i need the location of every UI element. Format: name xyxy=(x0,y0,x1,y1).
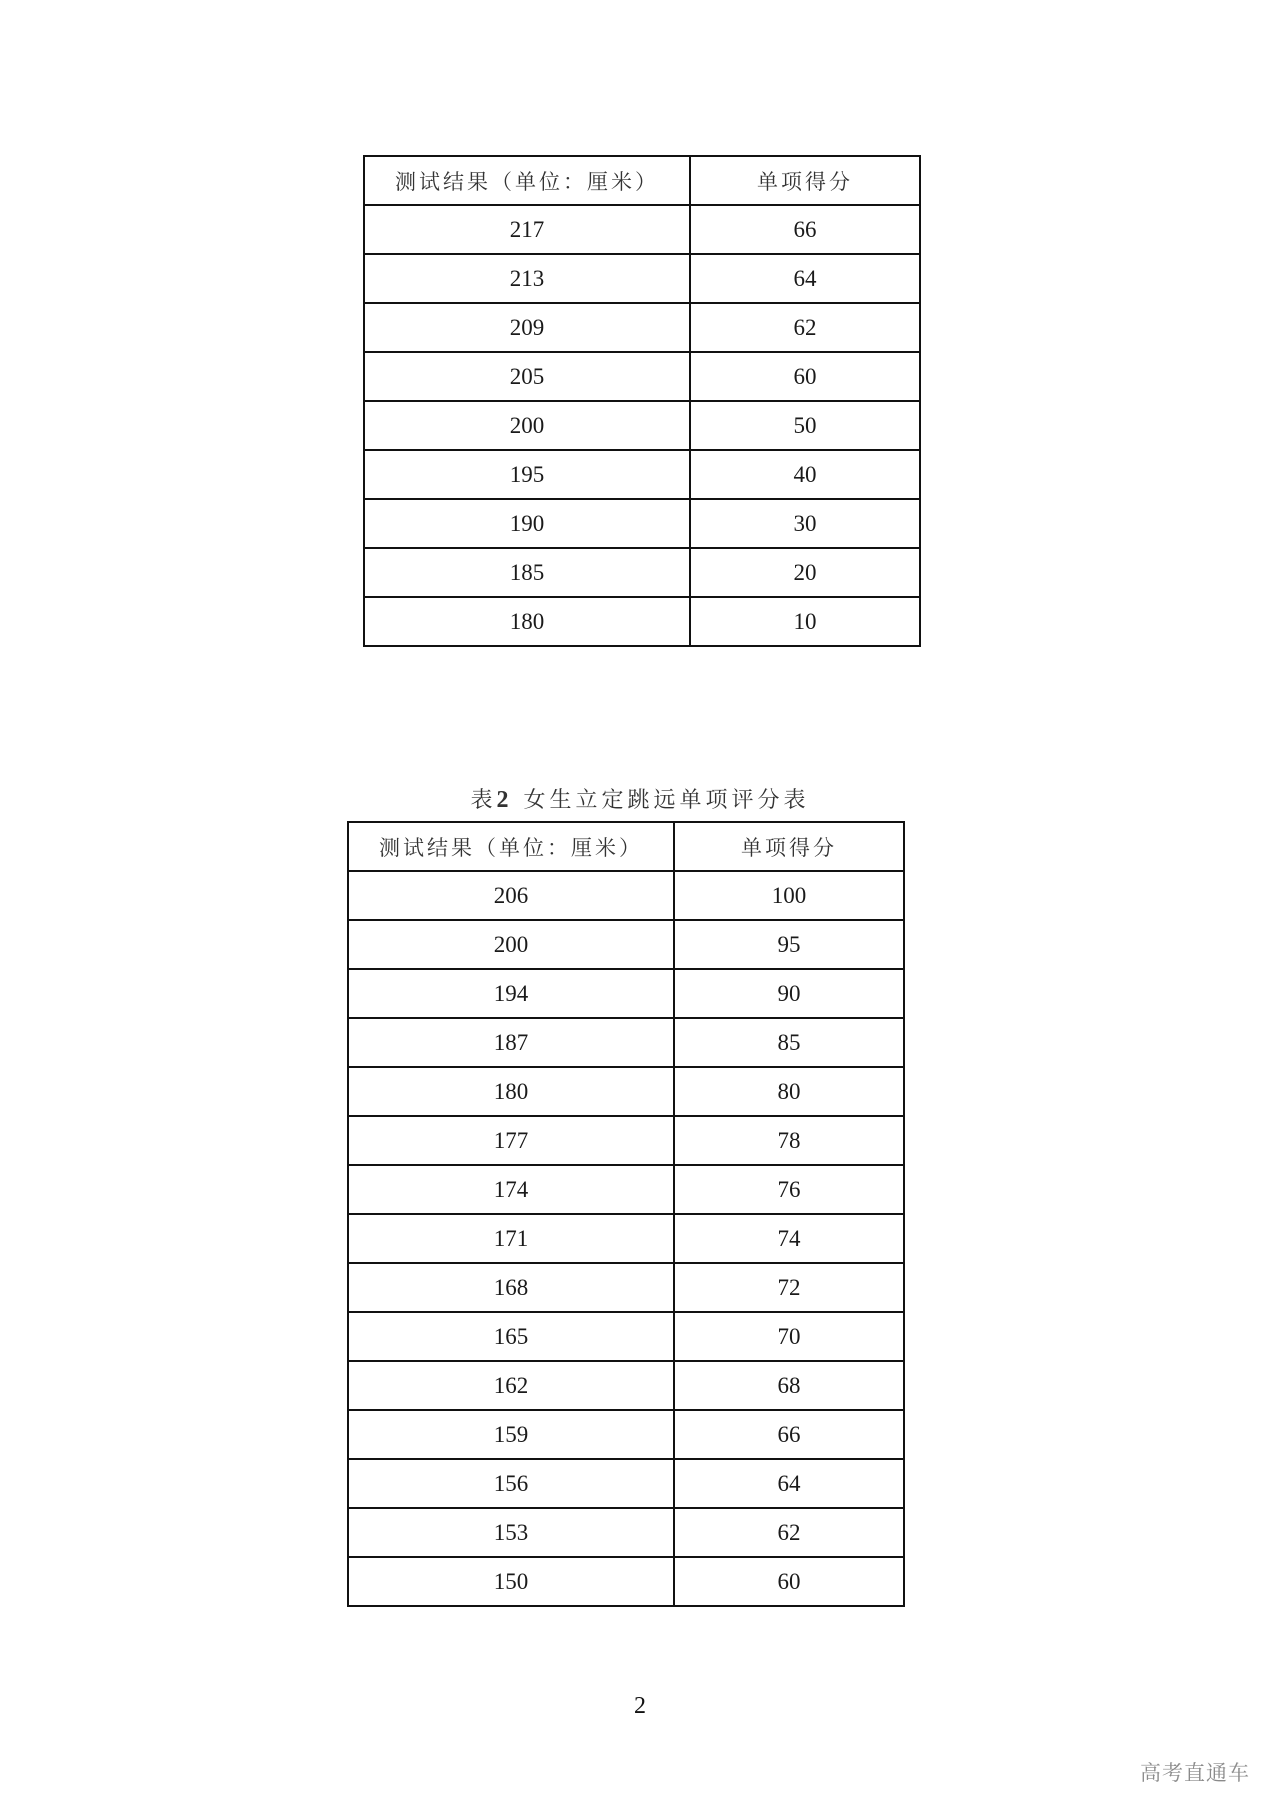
result-cell: 213 xyxy=(364,254,690,303)
result-cell: 185 xyxy=(364,548,690,597)
score-cell: 64 xyxy=(690,254,920,303)
result-cell: 190 xyxy=(364,499,690,548)
score-cell: 40 xyxy=(690,450,920,499)
result-cell: 217 xyxy=(364,205,690,254)
table-row xyxy=(348,1263,904,1312)
result-cell: 187 xyxy=(348,1018,674,1067)
table-row xyxy=(348,969,904,1018)
table-row xyxy=(348,1214,904,1263)
table-row xyxy=(348,871,904,920)
table-header-row xyxy=(348,822,904,871)
table-row xyxy=(364,352,920,401)
table-row xyxy=(348,920,904,969)
table-row xyxy=(348,1067,904,1116)
result-cell: 200 xyxy=(364,401,690,450)
result-cell: 159 xyxy=(348,1410,674,1459)
result-cell: 150 xyxy=(348,1557,674,1606)
table-body xyxy=(364,205,920,646)
score-cell: 66 xyxy=(674,1410,904,1459)
table-row xyxy=(348,1165,904,1214)
score-cell: 85 xyxy=(674,1018,904,1067)
result-cell: 200 xyxy=(348,920,674,969)
table-row xyxy=(364,450,920,499)
result-cell: 153 xyxy=(348,1508,674,1557)
table-row xyxy=(348,1116,904,1165)
score-cell: 20 xyxy=(690,548,920,597)
result-cell: 194 xyxy=(348,969,674,1018)
column-header-score: 单项得分 xyxy=(690,156,920,205)
caption-prefix: 表 xyxy=(470,788,497,813)
table-row xyxy=(348,1018,904,1067)
score-cell: 50 xyxy=(690,401,920,450)
score-table-1 xyxy=(363,155,921,647)
result-cell: 195 xyxy=(364,450,690,499)
score-cell: 62 xyxy=(674,1508,904,1557)
score-cell: 80 xyxy=(674,1067,904,1116)
column-header-result: 测试结果（单位：厘米） xyxy=(348,822,674,871)
result-cell: 162 xyxy=(348,1361,674,1410)
score-cell: 72 xyxy=(674,1263,904,1312)
watermark: 高考直通车 xyxy=(1140,1761,1250,1785)
column-header-score: 单项得分 xyxy=(674,822,904,871)
table-row xyxy=(364,303,920,352)
table-row xyxy=(364,548,920,597)
result-cell: 180 xyxy=(348,1067,674,1116)
score-table-2 xyxy=(347,821,905,1607)
result-cell: 171 xyxy=(348,1214,674,1263)
result-cell: 165 xyxy=(348,1312,674,1361)
result-cell: 209 xyxy=(364,303,690,352)
result-cell: 180 xyxy=(364,597,690,646)
result-cell: 156 xyxy=(348,1459,674,1508)
caption-title: 女生立定跳远单项评分表 xyxy=(523,788,810,813)
result-cell: 206 xyxy=(348,871,674,920)
table-row xyxy=(364,499,920,548)
table-row xyxy=(348,1508,904,1557)
result-cell: 168 xyxy=(348,1263,674,1312)
table-row xyxy=(348,1312,904,1361)
score-cell: 100 xyxy=(674,871,904,920)
table-row xyxy=(364,254,920,303)
result-cell: 205 xyxy=(364,352,690,401)
score-cell: 62 xyxy=(690,303,920,352)
result-cell: 174 xyxy=(348,1165,674,1214)
column-header-result: 测试结果（单位：厘米） xyxy=(364,156,690,205)
table-row xyxy=(364,205,920,254)
score-cell: 66 xyxy=(690,205,920,254)
table-row xyxy=(348,1557,904,1606)
table-2-caption xyxy=(0,783,1280,814)
score-cell: 76 xyxy=(674,1165,904,1214)
table-row xyxy=(348,1361,904,1410)
score-cell: 70 xyxy=(674,1312,904,1361)
score-cell: 60 xyxy=(690,352,920,401)
caption-number: 2 xyxy=(496,787,513,813)
score-cell: 95 xyxy=(674,920,904,969)
score-cell: 60 xyxy=(674,1557,904,1606)
table-body xyxy=(348,871,904,1606)
score-cell: 10 xyxy=(690,597,920,646)
score-cell: 30 xyxy=(690,499,920,548)
result-cell: 177 xyxy=(348,1116,674,1165)
score-cell: 64 xyxy=(674,1459,904,1508)
score-cell: 74 xyxy=(674,1214,904,1263)
page-number: 2 xyxy=(634,1693,646,1719)
table-row xyxy=(364,401,920,450)
score-cell: 68 xyxy=(674,1361,904,1410)
table-row xyxy=(348,1410,904,1459)
table-row xyxy=(348,1459,904,1508)
score-cell: 90 xyxy=(674,969,904,1018)
table-row xyxy=(364,597,920,646)
score-cell: 78 xyxy=(674,1116,904,1165)
table-header-row xyxy=(364,156,920,205)
